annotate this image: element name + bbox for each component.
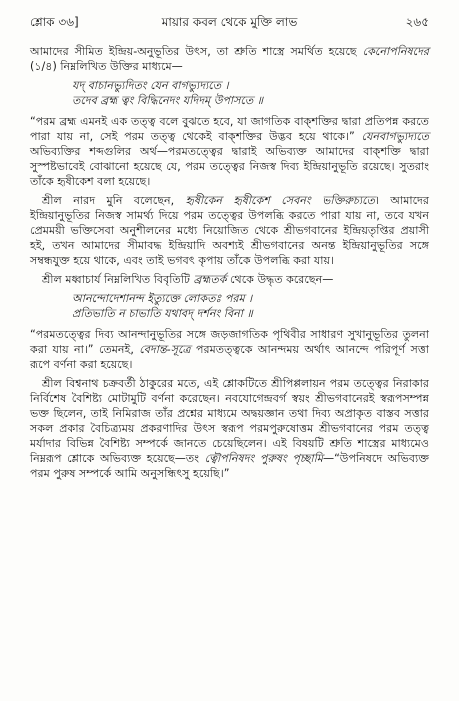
paragraph-1-text-end: (১/৪) নিম্নলিখিত উক্তির মাধ্যমে— bbox=[30, 60, 183, 73]
paragraph-3-italic: হৃষীকেন হৃষীকেশ সেবনং ভক্তিরুচ্যতে bbox=[185, 194, 375, 207]
paragraph-1-italic: কেনোপনিষদের bbox=[362, 45, 429, 58]
paragraph-2-quote: “পরম ব্রহ্ম এমনই এক তত্ত্ব বলে বুঝতে হবে, যা জাগতিক বাক্শক্তির দ্বারা প্রতিপন্ন করতে পারা যায় না, সেই পরম তত্ত্ব থেকেই বাক্শক্তির উদ্ভব হয়ে থাকে।” bbox=[30, 115, 429, 143]
running-header bbox=[30, 14, 429, 34]
paragraph-4-text-end: থেকে উদ্ধৃত করেছেন— bbox=[226, 273, 334, 286]
verse-2 bbox=[72, 291, 429, 321]
paragraph-4-text: শ্রীল মধ্বাচার্য নিম্নলিখিত বিবৃতিটি bbox=[42, 273, 194, 286]
paragraph-3-text: শ্রীল নারদ মুনি বলেছেন, bbox=[42, 194, 186, 207]
paragraph-6-text: শ্রীল বিশ্বনাথ চক্রবর্তী ঠাকুরের মতে, এই শ্লোকটিতে শ্রীপিপ্পলায়ন পরম তত্ত্বের নিরাকার নির্বিশেষ বৈশিষ্ট্য মোটামুটি বর্ণনা করেছেন। নবযোগেন্দ্রবর্গ স্বয়ং শ্রীভগবানেরই স্বরূপসম্পন্ন ভক্ত ছিলেন, তাই নিমিরাজ তাঁর প্রশ্নের মাধ্যমে অদ্বয়জ্ঞান তথা দিব্য অপ্রাকৃত বাস্তব সত্তার সকল প্রকার বৈচিত্র্যময় প্রকরণাদির উৎস স্বরূপ পরমপুরুষোত্তম শ্রীভগবানের পরম তত্ত্ব মর্যাদার বিভিন্ন বৈশিষ্ট্য সম্পর্কে জানতে চেয়েছিলেন। এই বিষয়টি শ্রুতি শাস্ত্রের মাধ্যমেও নিম্নরূপ শ্লোকে অভিব্যক্ত হয়েছে—তং bbox=[30, 377, 429, 465]
paragraph-1 bbox=[30, 44, 429, 74]
verse-2-line-1: আনন্দোদেশানন্দ ইত্যুক্তে লোকতঃ পরম । bbox=[72, 292, 253, 305]
paragraph-5-text-end: পরমতত্ত্বকে আনন্দময় অর্থাৎ আনন্দে পরিপূর্ণ সত্তা রূপে বর্ণনা করা হয়েছে। bbox=[30, 343, 429, 371]
paragraph-3-text-end: । আমাদের ইন্দ্রিয়ানুভূতির নিজস্ব সামর্থ্য দিয়ে পরম তত্ত্বের উপলব্ধি করতে পারা যায় না, তবে যখন প্রেমময়ী ভক্তিসেবা অনুশীলনের মধ্যে নিয়োজিত থেকে শ্রীভগবানের ইন্দ্রিয়তৃপ্তির প্রয়াসী হই, তখন আমাদের সীমাবদ্ধ ইন্দ্রিয়াদি অবশ্যই শ্রীভগবানের অনন্ত ইন্দ্রিয়ানুভূতির সঙ্গে সম্বন্ধযুক্ত হয়ে থাকে, এবং তাই ভগবৎ কৃপায় তাঁকে উপলব্ধি করা যায়। bbox=[30, 194, 429, 267]
verse-1 bbox=[72, 78, 429, 108]
paragraph-4-italic: ব্রহ্মতর্ক bbox=[193, 273, 227, 286]
page-body bbox=[30, 44, 429, 485]
paragraph-4 bbox=[30, 272, 429, 287]
chapter-title: মায়ার কবল থেকে মুক্তি লাভ bbox=[161, 15, 298, 29]
paragraph-2 bbox=[30, 114, 429, 189]
paragraph-5-italic: বেদান্ত-সূত্রে bbox=[139, 343, 191, 356]
paragraph-2-text: অভিব্যক্তির শব্দগুলির অর্থ—পরমতত্ত্বের দ্বারাই অভিব্যক্ত আমাদের বাক্শক্তি দ্বারা সুস্পষ্টভাবেই বোঝানো হয়েছে যে, পরম তত্ত্বের নিজস্ব দিব্য ইন্দ্রিয়ানুভূতি রয়েছে। সুতরাং তাঁকে হৃষীকেশ বলা হয়েছে। bbox=[30, 145, 429, 188]
page-number: ২৬৫ bbox=[405, 15, 429, 29]
paragraph-5-text: “পরমতত্ত্বের দিব্য আনন্দানুভূতির সঙ্গে জড়জাগতিক পৃথিবীর সাধারণ সুখানুভূতির তুলনা করা যায় না।” তেমনই, bbox=[30, 328, 429, 356]
paragraph-1-text: আমাদের সীমিত ইন্দ্রিয়-অনুভূতির উৎস, তা শ্রুতি শাস্ত্রে সমর্থিত হয়েছে bbox=[30, 45, 357, 58]
paragraph-3 bbox=[30, 193, 429, 268]
verse-1-line-2: তদেব ব্রহ্ম ত্বং বিদ্ধিনেদং যদিদম্ উপাসতে ॥ bbox=[72, 94, 264, 107]
paragraph-6 bbox=[30, 376, 429, 481]
paragraph-5 bbox=[30, 327, 429, 372]
verse-reference: শ্লোক ৩৬] bbox=[30, 15, 79, 29]
paragraph-6-italic: ত্বৌপনিষদং পুরুষং পৃচ্ছামি bbox=[204, 452, 323, 465]
paragraph-2-italic: যেনবাগভ্যুদ্যতে bbox=[354, 130, 430, 143]
verse-2-line-2: প্রতিভাতি ন চাভাতি যথাবদ্ দর্শনং বিনা ॥ bbox=[72, 307, 253, 320]
paragraph-6-text-end: —“উপনিষদে অভিব্যক্ত পরম পুরুষ সম্পর্কে আমি অনুসন্ধিৎসু হয়েছি।” bbox=[30, 452, 430, 480]
verse-1-line-1: যদ্ বাচানভ্যুদিতং যেন বাগভ্যুদ্যতে । bbox=[72, 79, 229, 92]
